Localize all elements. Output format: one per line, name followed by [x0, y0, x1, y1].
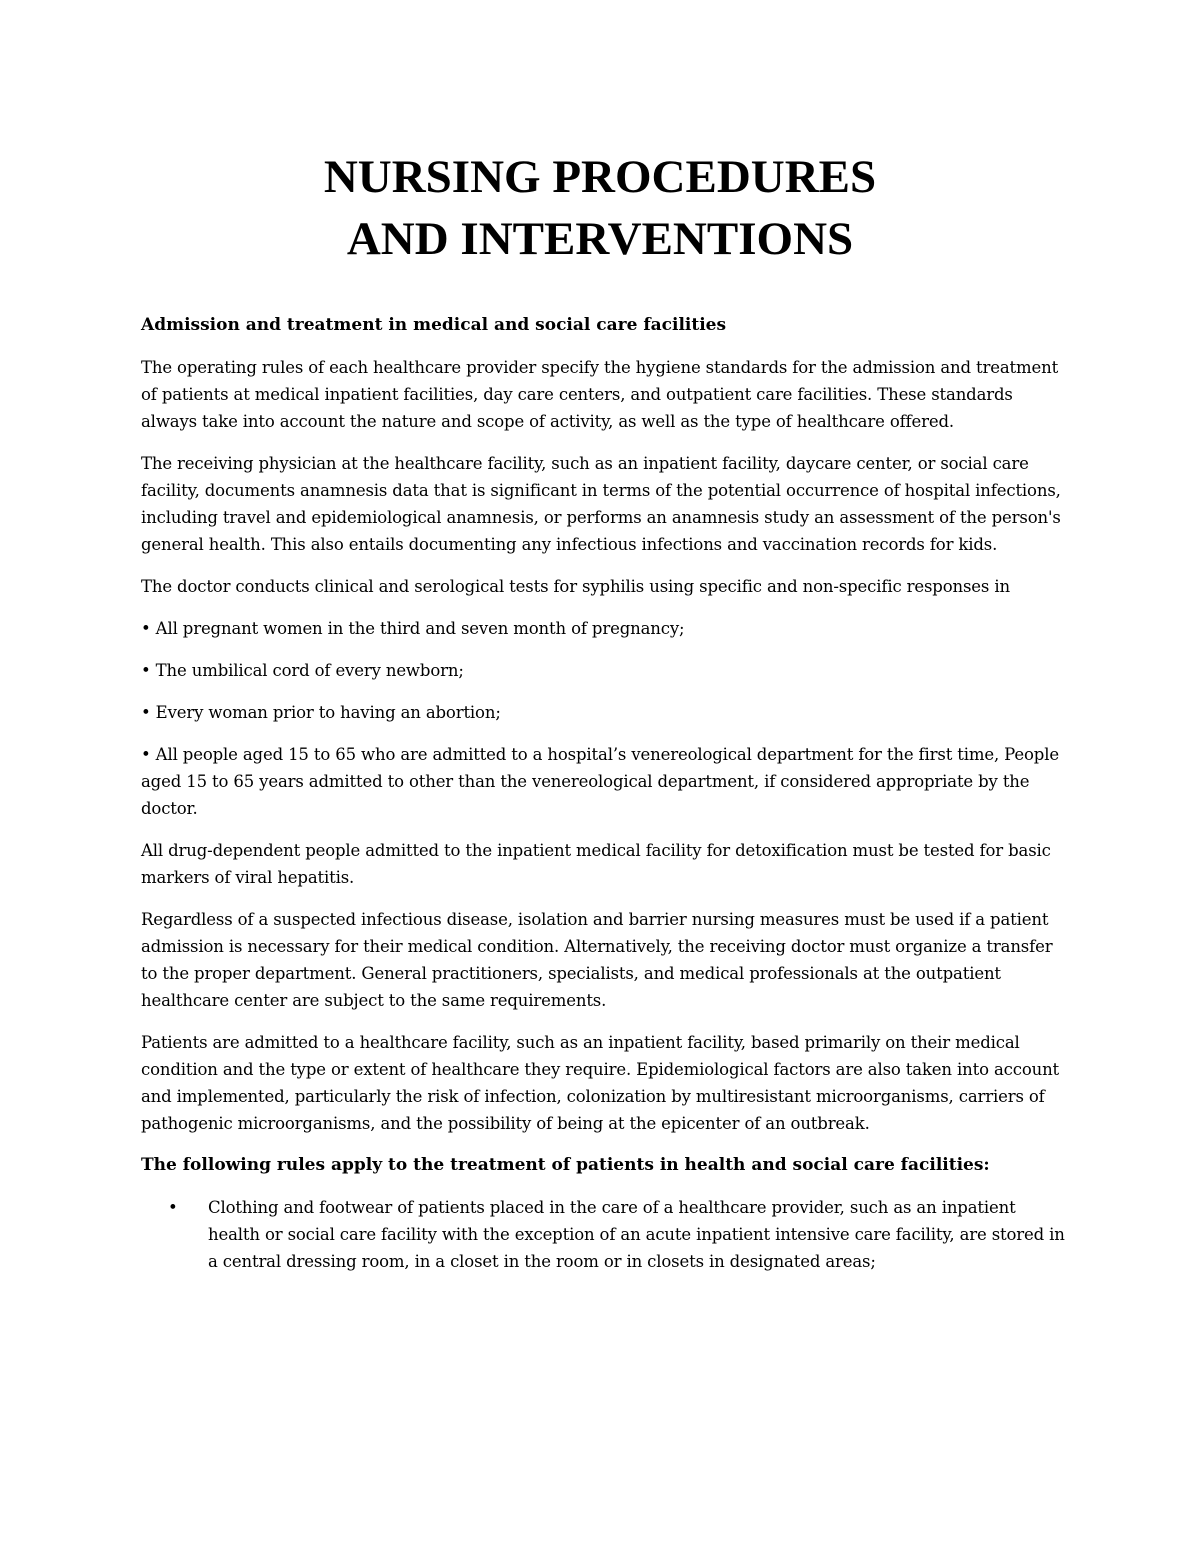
paragraph-isolation: Regardless of a suspected infectious disease, isolation and barrier nursing measures must be used if a patient admission is necessary for their medical condition. Alternatively, the receiving doctor must organize a transfer to the proper department. General practitioners, specialists, and medical professionals at the outpatient healthcare center are subject to the same requirements.: [141, 910, 1053, 1010]
paragraph-hygiene-standards: The operating rules of each healthcare provider specify the hygiene standards for the admission and treatment of patients at medical inpatient facilities, day care centers, and outpatient care facilities. These standards always take into account the nature and scope of activity, as well as the type of healthcare offered.: [141, 358, 1059, 431]
paragraph-syphilis-tests: The doctor conducts clinical and serological tests for syphilis using specific and non-specific responses in: [141, 577, 1010, 596]
title-line-1: NURSING PROCEDURES: [323, 151, 877, 203]
bullet-icon: •: [168, 1198, 178, 1217]
paragraph-aged-15-65: • All people aged 15 to 65 who are admitted to a hospital’s venereological department for the first time, People aged 15 to 65 years admitted to other than the venereological department, if considered appropriate by the doctor.: [141, 745, 1059, 818]
paragraph-receiving-physician: The receiving physician at the healthcare facility, such as an inpatient facility, daycare center, or social care facility, documents anamnesis data that is significant in terms of the potential occurrence of hospital infections, including travel and epidemiological anamnesis, or performs an anamnesis study an assessment of the person's general health. This also entails documenting any infectious infections and vaccination records for kids.: [141, 454, 1061, 554]
title-line-2: AND INTERVENTIONS: [346, 213, 854, 265]
paragraph-umbilical-cord: • The umbilical cord of every newborn;: [141, 661, 464, 680]
paragraph-admission-criteria: Patients are admitted to a healthcare facility, such as an inpatient facility, based primarily on their medical condition and the type or extent of healthcare they require. Epidemiological factors are also taken into account and implemented, particularly the risk of infection, colonization by multiresistant microorganisms, carriers of pathogenic microorganisms, and the possibility of being at the epicenter of an outbreak.: [141, 1033, 1060, 1133]
document-body: [141, 312, 1066, 1275]
paragraph-pregnant-women: • All pregnant women in the third and seven month of pregnancy;: [141, 619, 685, 638]
rule-text: Clothing and footwear of patients placed in the care of a healthcare provider, such as an inpatient health or social care facility with the exception of an acute inpatient intensive care facility, are stored in a central dressing room, in a closet in the room or in closets in designated areas;: [208, 1198, 1065, 1271]
rules-heading: The following rules apply to the treatment of patients in health and social care facilities:: [141, 1155, 990, 1175]
list-item: [141, 1194, 1066, 1275]
rules-list: [141, 1194, 1066, 1275]
paragraph-drug-dependent: All drug-dependent people admitted to the inpatient medical facility for detoxification must be tested for basic markers of viral hepatitis.: [141, 841, 1051, 887]
section-heading: Admission and treatment in medical and social care facilities: [141, 315, 727, 335]
paragraph-abortion: • Every woman prior to having an abortion;: [141, 703, 501, 722]
document-title: [0, 146, 1200, 270]
